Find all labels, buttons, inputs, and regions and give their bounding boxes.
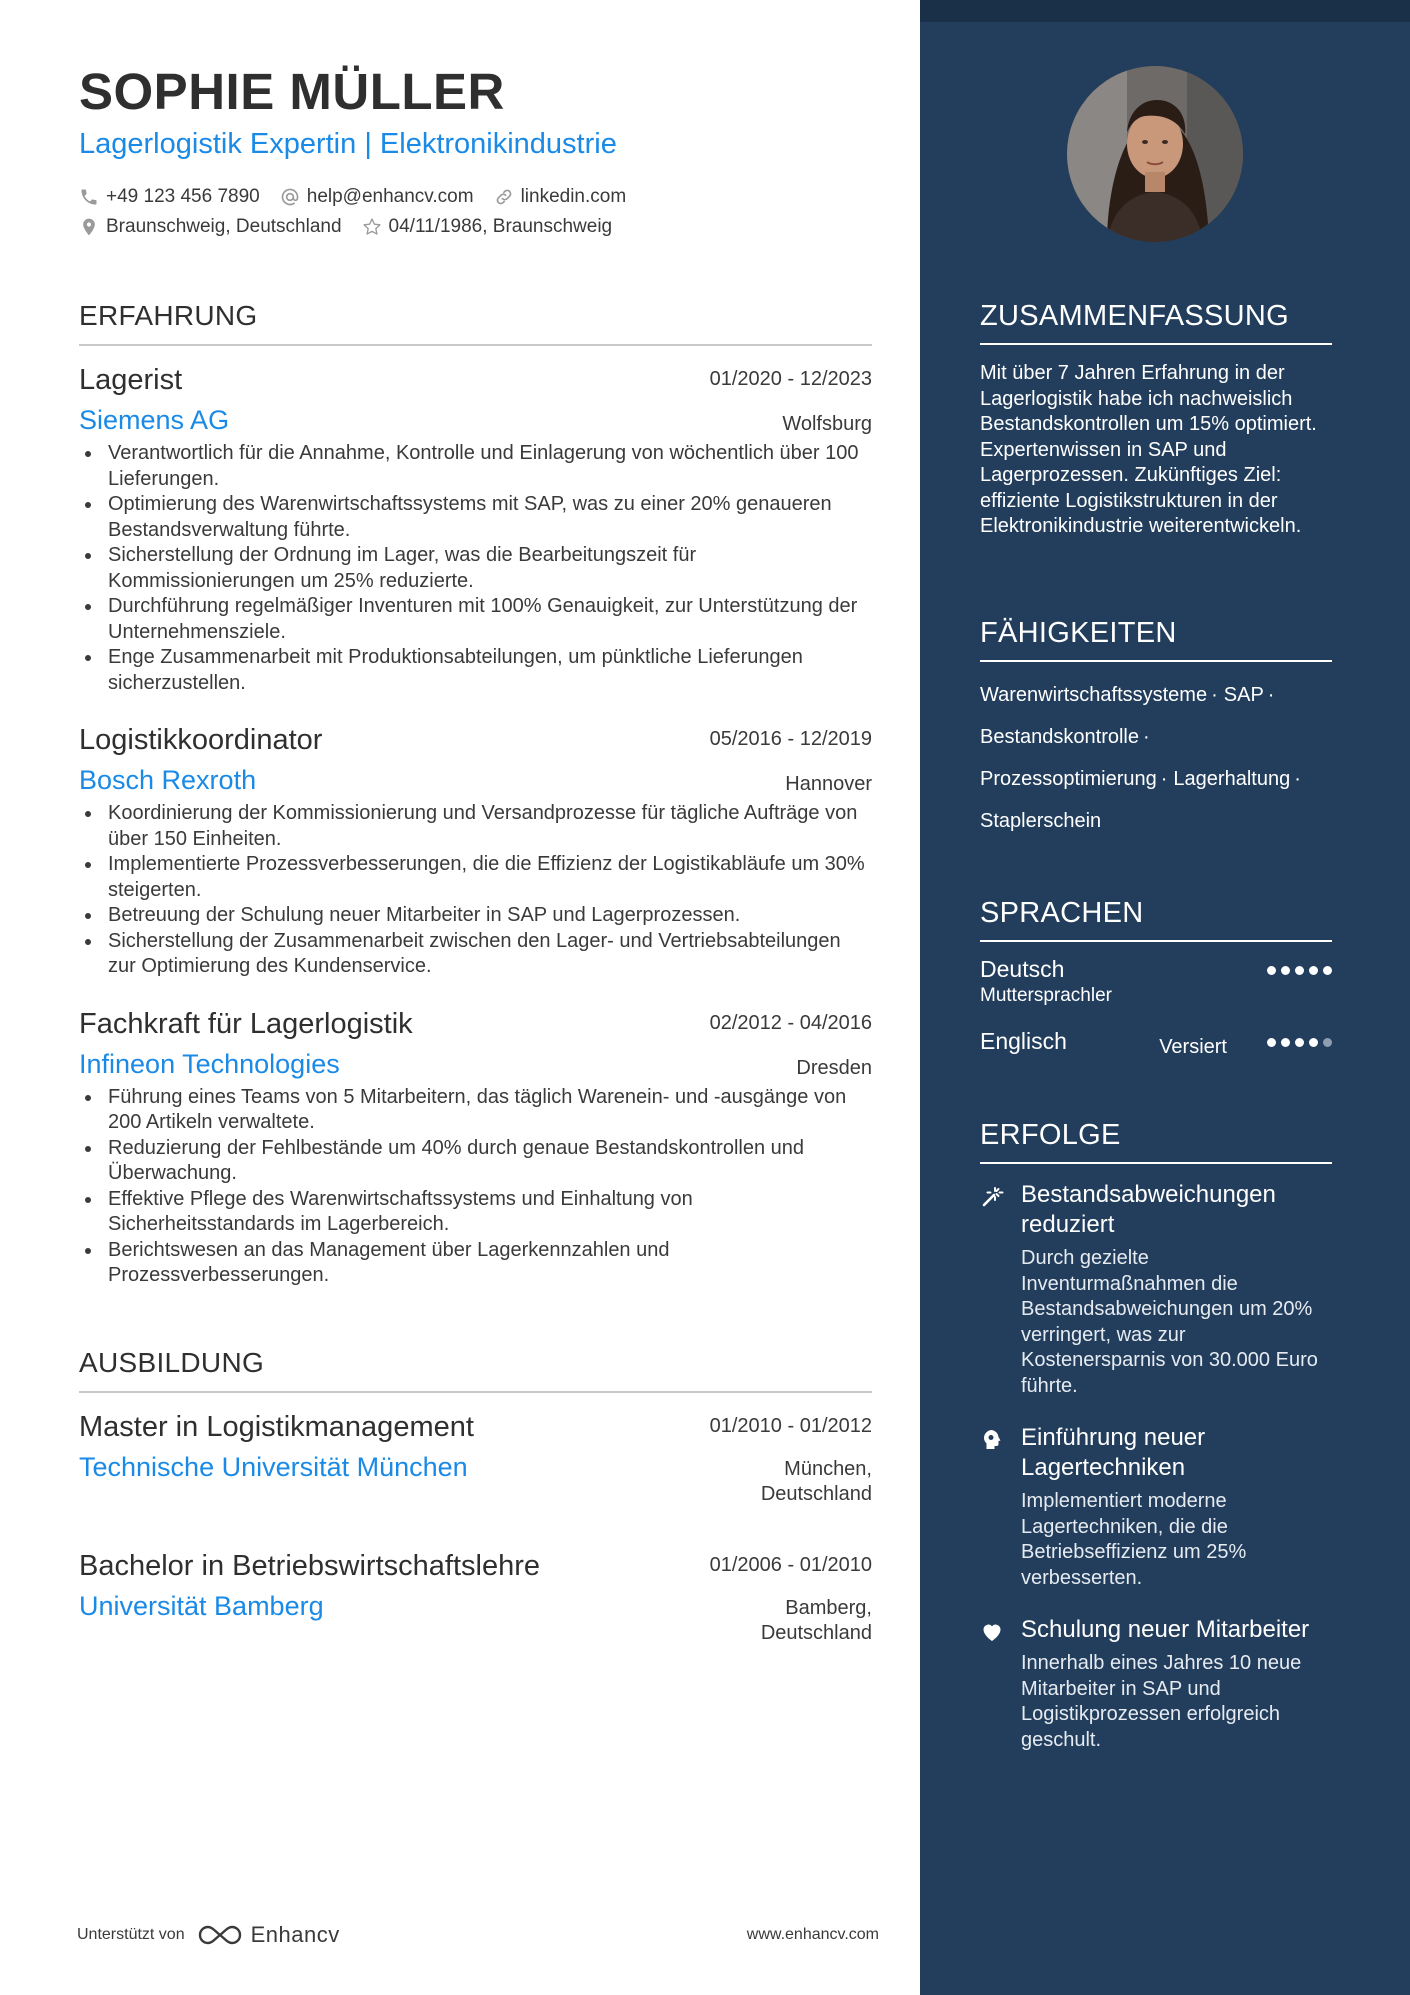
language-level: Versiert <box>1159 1036 1227 1058</box>
candidate-name: SOPHIE MÜLLER <box>79 63 505 120</box>
headline: Lagerlogistik Expertin | Elektronikindustrie <box>79 128 617 160</box>
powered-by-text: Unterstützt von <box>77 1926 185 1943</box>
education-date: 01/2010 - 01/2012 <box>709 1415 872 1437</box>
summary-section <box>980 300 1332 540</box>
rating-dot-filled <box>1323 966 1332 975</box>
list-item: Betreuung der Schulung neuer Mitarbeiter in SAP und Lagerprozessen. <box>79 903 872 929</box>
head-idea-icon <box>980 1428 1004 1452</box>
summary-text: Mit über 7 Jahren Erfahrung in der Lagerlogistik habe ich nachweislich Bestandskontrollen um 15% optimiert. Expertenwissen in SAP und Lagerprozessen. Zukünftiges Ziel: effiziente Logistikstrukturen in der Elektronikindustrie weiterentwickeln. <box>980 362 1317 537</box>
rating-dot-filled <box>1309 1038 1318 1047</box>
experience-entry <box>79 722 872 980</box>
education-entry <box>79 1409 872 1505</box>
languages-title: SPRACHEN <box>980 897 1332 942</box>
list-item: Sicherstellung der Zusammenarbeit zwischen den Lager- und Vertriebsabteilungen zur Optimierung des Kundenservice. <box>79 929 872 980</box>
achievement-title: Einführung neuer Lagertechniken <box>1021 1424 1206 1481</box>
achievements-title: ERFOLGE <box>980 1119 1332 1164</box>
list-item: Optimierung des Warenwirtschaftssystems mit SAP, was zu einer 20% genaueren Bestandsverwaltung führte. <box>79 492 872 543</box>
language-rating <box>1267 966 1332 975</box>
link-icon <box>494 187 514 207</box>
footer <box>77 1914 879 1948</box>
job-bullets <box>79 1085 872 1289</box>
experience-entry <box>79 362 872 696</box>
list-item: Koordinierung der Kommissionierung und Versandprozesse für tägliche Aufträge von über 150 Einheiten. <box>79 801 872 852</box>
company-name: Bosch Rexroth <box>79 765 257 795</box>
education-section <box>79 1347 872 1644</box>
email-text[interactable]: help@enhancv.com <box>306 186 474 207</box>
experience-section <box>79 300 872 1289</box>
language-level: Muttersprachler <box>980 985 1112 1006</box>
company-name: Infineon Technologies <box>79 1048 340 1079</box>
birth-text: 04/11/1986, Braunschweig <box>388 216 613 237</box>
company-name: Siemens AG <box>79 405 230 435</box>
contact-email[interactable] <box>280 186 474 208</box>
enhancv-logo-icon <box>197 1923 243 1947</box>
education-location-country: Deutschland <box>760 1622 872 1644</box>
rating-dot-filled <box>1281 966 1290 975</box>
education-date: 01/2006 - 01/2010 <box>709 1554 872 1576</box>
footer-website[interactable]: www.enhancv.com <box>746 1926 879 1943</box>
job-title: Fachkraft für Lagerlogistik <box>79 1007 413 1040</box>
list-item: Enge Zusammenarbeit mit Produktionsabteilungen, um pünktliche Lieferungen sicherzustellen. <box>79 645 872 696</box>
skill-item: Bestandskontrolle <box>980 726 1139 748</box>
language-rating <box>1267 1038 1332 1047</box>
achievement-desc: Durch gezielte Inventurmaßnahmen die Bestandsabweichungen um 20% verringert, was zur Kostenersparnis von 30.000 Euro führte. <box>1021 1247 1318 1397</box>
job-location: Dresden <box>796 1056 872 1079</box>
job-date: 01/2020 - 12/2023 <box>709 368 872 390</box>
job-date: 05/2016 - 12/2019 <box>709 728 872 750</box>
skills-title: FÄHIGKEITEN <box>980 617 1332 662</box>
achievement-desc: Innerhalb eines Jahres 10 neue Mitarbeiter in SAP und Logistikprozessen erfolgreich geschult. <box>1021 1652 1302 1751</box>
location-text: Braunschweig, Deutschland <box>106 216 342 237</box>
summary-title: ZUSAMMENFASSUNG <box>980 300 1332 345</box>
skill-separator: · <box>1142 726 1150 748</box>
education-location-city: Bamberg, <box>785 1597 872 1619</box>
skill-item: Staplerschein <box>980 810 1102 832</box>
list-item: Berichtswesen an das Management über Lagerkennzahlen und Prozessverbesserungen. <box>79 1238 872 1289</box>
education-location-country: Deutschland <box>760 1483 872 1505</box>
language-item <box>980 1028 1332 1064</box>
job-bullets <box>79 441 872 696</box>
star-icon <box>362 217 382 237</box>
education-location <box>761 1457 872 1507</box>
rating-dot-filled <box>1267 966 1276 975</box>
skills-section <box>980 617 1332 842</box>
list-item: Führung eines Teams von 5 Mitarbeitern, das täglich Warenein- und -ausgänge von 200 Artikeln verwaltete. <box>79 1085 872 1136</box>
rating-dot-empty <box>1323 1038 1332 1047</box>
language-name: Deutsch <box>980 956 1065 982</box>
contact-phone <box>79 186 260 208</box>
job-date: 02/2012 - 04/2016 <box>709 1011 872 1034</box>
education-location-city: München, <box>784 1458 872 1480</box>
contact-info <box>79 182 646 242</box>
languages-section <box>980 897 1332 1064</box>
list-item: Reduzierung der Fehlbestände um 40% durch genaue Bestandskontrollen und Überwachung. <box>79 1136 872 1187</box>
profile-photo <box>1067 66 1243 242</box>
skill-separator: · <box>1294 768 1301 790</box>
education-title: AUSBILDUNG <box>79 1347 872 1393</box>
degree-title: Master in Logistikmanagement <box>79 1411 474 1443</box>
job-location: Hannover <box>785 773 872 795</box>
heart-icon <box>980 1620 1004 1644</box>
experience-title: ERFAHRUNG <box>79 300 872 346</box>
job-title: Logistikkoordinator <box>79 724 323 756</box>
at-icon <box>280 187 300 207</box>
contact-location <box>79 216 342 238</box>
list-item: Verantwortlich für die Annahme, Kontrolle und Einlagerung von wöchentlich über 100 Lieferungen. <box>79 441 872 492</box>
rating-dot-filled <box>1295 966 1304 975</box>
school-name: Technische Universität München <box>79 1452 468 1482</box>
skill-item: Lagerhaltung <box>1173 768 1291 790</box>
school-name: Universität Bamberg <box>79 1591 324 1621</box>
skill-item: SAP <box>1223 684 1264 706</box>
skill-item: Warenwirtschaftssysteme <box>980 684 1208 706</box>
sidebar-top-band <box>920 0 1410 22</box>
list-item: Effektive Pflege des Warenwirtschaftssystems und Einhaltung von Sicherheitsstandards im Lagerbereich. <box>79 1187 872 1238</box>
education-location <box>761 1596 872 1646</box>
job-bullets <box>79 801 872 980</box>
rating-dot-filled <box>1267 1038 1276 1047</box>
magic-wand-icon <box>980 1185 1004 1209</box>
rating-dot-filled <box>1281 1038 1290 1047</box>
phone-icon <box>79 187 99 207</box>
language-name: Englisch <box>980 1028 1067 1054</box>
achievement-item <box>980 1615 1332 1753</box>
profile-photo-illustration <box>1067 66 1243 242</box>
achievement-title: Schulung neuer Mitarbeiter <box>1021 1616 1310 1643</box>
enhancv-logo-text: Enhancv <box>250 1922 340 1947</box>
enhancv-logo[interactable] <box>197 1922 340 1948</box>
skill-separator: · <box>1267 684 1275 706</box>
skill-item: Prozessoptimierung <box>980 768 1157 790</box>
linkedin-text[interactable]: linkedin.com <box>520 186 627 207</box>
achievement-item <box>980 1423 1332 1591</box>
achievement-desc: Implementiert moderne Lagertechniken, die die Betriebseffizienz um 25% verbesserten. <box>1021 1490 1247 1589</box>
experience-entry <box>79 1006 872 1289</box>
rating-dot-filled <box>1295 1038 1304 1047</box>
achievement-title: Bestandsabweichungen reduziert <box>1021 1181 1276 1238</box>
skill-separator: · <box>1160 768 1168 790</box>
footer-branding <box>77 1922 340 1948</box>
achievement-item <box>980 1180 1332 1399</box>
language-item <box>980 956 1332 1014</box>
list-item: Durchführung regelmäßiger Inventuren mit 100% Genauigkeit, zur Unterstützung der Unternehmensziele. <box>79 594 872 645</box>
job-location: Wolfsburg <box>782 413 872 435</box>
contact-linkedin[interactable] <box>494 186 627 208</box>
job-title: Lagerist <box>79 364 183 396</box>
rating-dot-filled <box>1309 966 1318 975</box>
sidebar <box>920 0 1410 1995</box>
skills-list <box>980 674 1332 842</box>
degree-title: Bachelor in Betriebswirtschaftslehre <box>79 1550 540 1582</box>
contact-birth <box>362 216 613 238</box>
skill-separator: · <box>1211 684 1218 706</box>
list-item: Sicherstellung der Ordnung im Lager, was die Bearbeitungszeit für Kommissionierungen um 25% reduzierte. <box>79 543 872 594</box>
achievements-section <box>980 1119 1332 1753</box>
education-entry <box>79 1548 872 1644</box>
list-item: Implementierte Prozessverbesserungen, die die Effizienz der Logistikabläufe um 30% steigerten. <box>79 852 872 903</box>
location-pin-icon <box>79 217 99 237</box>
phone-text: +49 123 456 7890 <box>106 186 260 207</box>
